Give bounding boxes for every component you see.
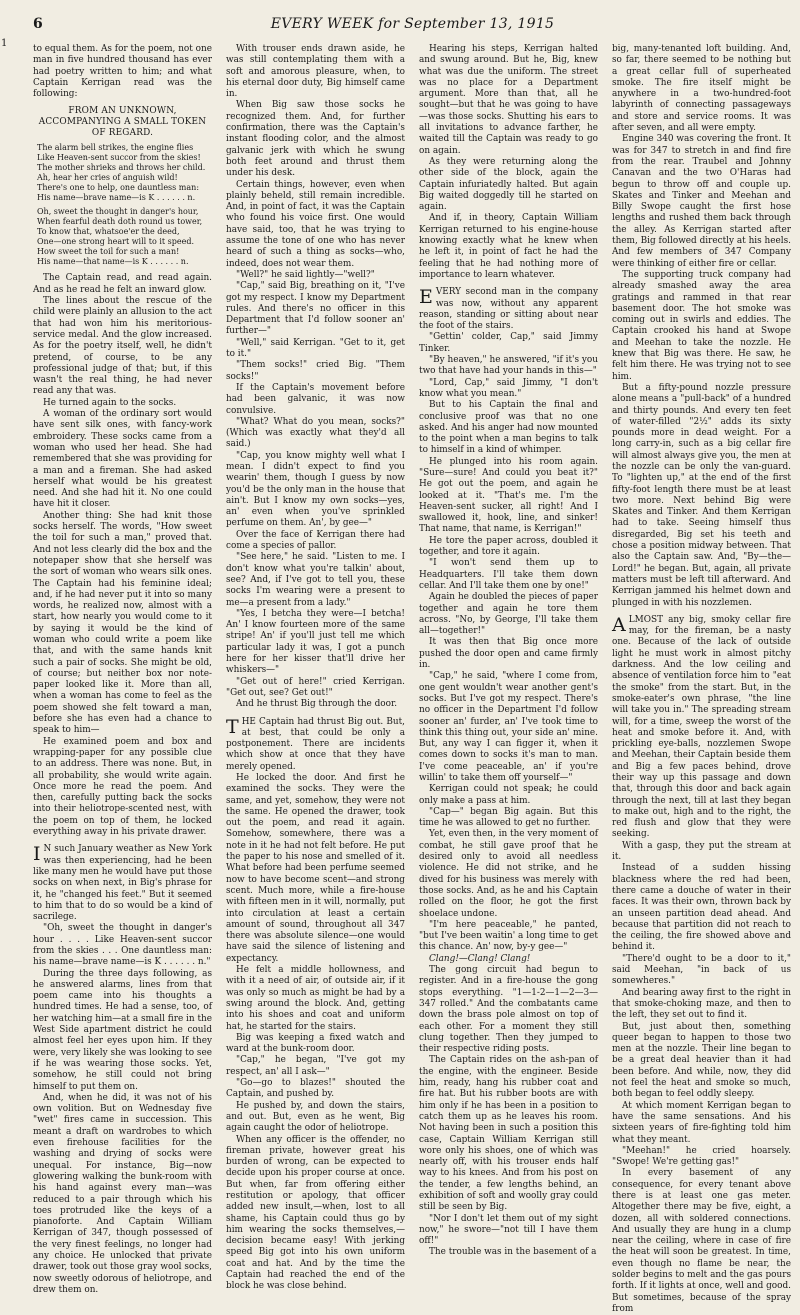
running-head: EVERY WEEK for September 13, 1915 [270,16,555,32]
paragraph: He pushed by, and down the stairs, and out. But, even as he went, Big again caught the odor of heliotrope. [226,1100,405,1134]
paragraph: "Yes, I betcha they were—I betcha! An' I know fourteen more of the same stripe! An' if you'll just tell me which particular lady it was, I got a punch here for her kisser that'll drive her whiskers—" [226,608,405,676]
paragraph: The lines about the rescue of the child were plainly an allusion to the act that had won him his meritorious-service medal. And the glow increased. As for the poetry itself, well, he didn't pretend, of course, to be any professional judge of that; but, if this wasn't the real thing, he had never read any that was. [33,296,212,397]
article-columns [33,44,791,1314]
column-3 [419,44,598,1315]
paragraph: He tore the paper across, doubled it together, and tore it again. [419,535,598,558]
paragraph: "Get out of here!" cried Kerrigan. "Get out, see? Get out!" [226,676,405,698]
paragraph: to equal them. As for the poem, not one man in five hundred thousand has ever had poetry written to him; and what Captain Kerrigan read was the following: [33,44,212,100]
paragraph: Kerrigan could not speak; he could only make a pass at him. [419,784,598,806]
paragraph: With a gasp, they put the stream at it. [612,840,791,863]
paragraph: Clang!—Clang! Clang! [429,953,531,964]
paragraph-text: N such January weather as New York was then experiencing, had he been like many men he would have put those socks on when next, in Big's phrase for it, he "changed his feet." But it seemed to him that to do so would be a kind of sacrilege. [33,844,212,923]
paragraph: Engine 340 was covering the front. It was for 347 to stretch in and find fire from the rear. Traubel and Johnny Canavan and the two O'Haras had begun to throw off and couple up. Skates and Tinker and Meehan and Billy Swope caught the first hose lengths and rushed them back through the alley. As Kerrigan started after them, Big followed directly at his heels. And few members of 347 Company were thinking of either fire or cellar. [612,134,791,269]
paragraph: "Lord, Cap," said Jimmy, "I don't know what you mean." [419,377,598,399]
page-number: 6 [33,16,43,32]
paragraph: In every basement of any consequence, for every tenant above there is at least one gas meter. Altogether there may be five, eight, a dozen, all with soldered connections. And usually they are hung in a clump near the ceiling, where in case of fire the heat will soon be greatest. In time, even though no flame be near, the solder begins to melt and the gas pours forth. If it lights at once, well and good. But sometimes, because of the spray from [612,1168,791,1314]
section-paragraph [419,287,598,332]
paragraph-text: LMOST any big, smoky cellar fire may, for the fireman, be a nasty one. Because of the lack of outside light he must work in almost pitchy darkness. And the low ceiling and absence of ventilation force him to "eat the smoke" from the start. But, in the smoke-eater's own phrase, "the line will take you in." The spreading stream will, for a time, sweep the worst of the heat and smoke before it. And, with prickling eye-balls, nozzlemen Swope and Meehan, their Captain beside them and Big a few paces behind, drove their way up this passage and down that, through this door and back again through the next, till at last they began to make out, high and to the right, the red flush and glow that they were seeking. [612,614,791,840]
paragraph: Big was keeping a fixed watch and ward at the bunk-room door. [226,1032,405,1055]
paragraph: "I won't send them up to Headquarters. I'll take them down cellar. And I'll take them one by one!" [419,558,598,591]
paragraph: And, when he did, it was not of his own volition. But on Wednesday five "wet" fires came in succession. This meant a draft on wardrobes to which even firehouse facilities for the washing and drying of socks were unequal. For instance, Big—now glowering walking the bunk-room with his hand against every man—was reduced to a pair through which his toes protruded like the keys of a pianoforte. And Captain William Kerrigan of 347, though possessed of the very finest feelings, no longer had any choice. He unlocked that private drawer, took out those gray wool socks, now sweetly odorous of heliotrope, and drew them on. [33,1092,212,1295]
paragraph: The gong circuit had begun to register. And in a fire-house the gong stops everything. "1—1-2—1—2—3—347 rolled." And the combatants came down the brass pole almost on top of each other. For a moment they still clung together. Then they jumped to their respective riding posts. [419,965,598,1055]
paragraph: Instead of a sudden hissing blackness where the red had been, there came a douche of water in their faces. It was their own, thrown back by an unseen partition dead ahead. And because that partition did not reach to the ceiling, the fire showed above and behind it. [612,863,791,953]
paragraph: A woman of the ordinary sort would have sent silk ones, with fancy-work embroidery. These socks came from a woman who used her head. She had remembered that she was providing for a man and a fireman. She had asked herself what would be his greatest need. And she had hit it. No one could have hit it closer. [33,409,212,510]
paragraph: "Well," said Kerrigan. "Get to it, get to it." [226,337,405,360]
poem-line: There's one to help, one dauntless man: [37,183,200,193]
poem-line: The alarm bell strikes, the engine flies [37,143,194,153]
paragraph: "There'd ought to be a door to it," said Meehan, "in back of us somewheres." [612,953,791,987]
column-4 [612,44,791,1315]
paragraph: "By heaven," he answered, "if it's you two that have had your hands in this—" [419,355,598,377]
paragraph: During the three days following, as he answered alarms, lines from that poem came into his thoughts a hundred times. He had a sense, too, of her watching him—at a small fire in the West Side apartment district he could almost feel her eyes upon him. If they were, very likely she was looking to see if he was wearing those socks. Yet, somehow, he still could not bring himself to put them on. [33,968,212,1092]
paragraph: He examined poem and box and wrapping-paper for any possible clue to an address. There was none. But, in all probability, she would write again. Once more he read the poem. And then, carefully putting back the socks into their heliotrope-scented nest, with the poem on top of them, he locked everything away in his private drawer. [33,736,212,838]
paragraph: Hearing his steps, Kerrigan halted and swung around. But he, Big, knew what was due the uniform. The street was no place for a Department argument. More than that, all he sought—but that he was going to have—was those socks. Shutting his ears to all invitations to advance farther, he waited till the Captain was ready to go on again. [419,44,598,156]
paragraph: Certain things, however, even when plainly beheld, still remain incredible. And, in point of fact, it was the Captain who found his voice first. One would have said, too, that he was trying to assume the tone of one who has never heard of such a thing as socks—who, indeed, does not wear them. [226,179,405,269]
paragraph: And he thrust Big through the door. [236,699,398,710]
poem [37,143,212,267]
paragraph: Yet, even then, in the very moment of combat, he still gave proof that he desired only to avoid all needless violence. He did not strike, and he dived for his business was merely with those socks. And, as he and his Captain rolled on the floor, he got the first shoelace undone. [419,829,598,919]
paragraph-text: HE Captain had thrust Big out. But, at best, that could be only a postponement. There are incidents which show at once that they have merely opened. [226,716,405,772]
poem-line: One—one strong heart will to it speed. [37,237,195,247]
poem-line: Oh, sweet the thought in danger's hour, [37,207,199,217]
paragraph: The supporting truck company had already smashed away the area gratings and rammed in that rear basement door. The hot smoke was coming out in swirls and eddies. The Captain crooked his hand at Swope and Meehan to take the nozzle. He knew that Big was there. He saw, he felt him there. He was trying not to see him. [612,269,791,382]
paragraph: "Them socks!" cried Big. "Them socks!" [226,360,405,382]
drop-cap: A [612,613,626,636]
paragraph: "Well?" he said lightly—"well?" [236,269,375,280]
paragraph: Another thing: She had knit those socks herself. The words, "How sweet the toil for such a man," proved that. And not less clearly did the box and the notepaper show that she herself was the sort of woman who wears silk ones. The Captain had his feminine ideal; and, if he had never put it into so many words, he realized now, almost with a start, how nearly you would come to it by saying it would be the kind of woman who could write a poem like that, and with the same hands knit such a pair of socks. She might be old, of course; but neither box nor note-paper looked like it. More than all, when a woman has come to feel as the poem showed she felt toward a man, before she has even had a chance to speak to him— [33,510,212,736]
paragraph: With trouser ends drawn aside, he was still contemplating them with a soft and amorous pleasure, when, to his eternal door duty, Big himself came in. [226,44,405,100]
poem-title: FROM AN UNKNOWN, ACCOMPANYING A SMALL TOKEN OF REGARD. [38,106,207,139]
poem-line: His name—that name—is K . . . . . . n. [37,257,189,267]
edge-mark: 1 [1,38,8,49]
paragraph: The Captain rides on the ash-pan of the engine, with the engineer. Beside him, ready, hang his rubber coat and fire hat. But his rubber boots are with him only if he has been in a position to catch them up as he leaves his room. Not having been in such a position this case, Captain William Kerrigan still wore only his shoes, one of which was nearly off, with his trouser ends half way to his knees. And from his post on the tender, a few lengths behind, an exhibition of soft and woolly gray could still be seen by Big. [419,1055,598,1213]
column-2 [226,44,405,1315]
paragraph: "Cap," he said, "where I come from, one gent wouldn't wear another gent's socks. But I've got my respect. There's no officer in the Department I'd follow sooner an' furder, an' I've took time to think this thing out, your side an' mine. But, any way I can figger it, when it comes down to socks it's man to man. I've come peaceable, an' if you're willin' to take them off yourself—" [419,671,598,783]
poem-line: Like Heaven-sent succor from the skies! [37,153,201,163]
poem-line: Ah, hear her cries of anguish wild! [37,173,178,183]
section-paragraph [33,844,212,923]
paragraph: He locked the door. And first he examined the socks. They were the same, and yet, somehow, they were not the same. He opened the drawer, took out the poem, and read it again. Somehow, somewhere, there was a note in it he had not felt before. He put the paper to his nose and smelled of it. What before had been perfume seemed now to have become scent—and strong scent. Much more, while a fire-house with fifteen men in it will, normally, put into circulation at least a certain amount of sound, throughout all 347 there was absolute silence—one would have said the silence of listening and expectancy. [226,773,405,964]
poem-line: To know that, whatsoe'er the deed, [37,227,180,237]
paragraph-text: VERY second man in the company was now, without any apparent reason, standing or sitting about near the foot of the stairs. [419,287,598,332]
column-1 [33,44,212,1315]
paragraph: And if, in theory, Captain William Kerrigan returned to his engine-house knowing exactly what he knew when he left it, in point of fact he had the feeling that he had nothing more of importance to learn whatever. [419,213,598,280]
drop-cap: I [33,843,41,866]
drop-cap: T [226,715,239,738]
section-paragraph [226,717,405,773]
paragraph: He plunged into his room again. "Sure—sure! And could you beat it?" He got out the poem, and again he looked at it. "That's me. I'm the Heaven-sent sucker, all right! And I swallowed it, hook, line, and sinker! That name, that name, is Kerrigan!" [419,456,598,535]
paragraph: "Gettin' colder, Cap," said Jimmy Tinker. [419,332,598,354]
paragraph: "I'm here peaceable," he panted, "but I've been waitin' a long time to get this chance. An' now, by-y gee—" [419,919,598,953]
paragraph: Over the face of Kerrigan there had come a species of pallor. [226,529,405,552]
paragraph: When Big saw those socks he recognized them. And, for further confirmation, there was the Captain's instant flooding color, and the almost galvanic jerk with which he swung both feet around and thrust them under his desk. [226,100,405,179]
paragraph: The Captain read, and read again. And as he read he felt an inward glow. [33,273,212,295]
paragraph: "Oh, sweet the thought in danger's hour . . . . Like Heaven-sent succor from the skies . . . One dauntless man: his name—brave name—is K . . . . . . n." [33,923,212,968]
paragraph: If the Captain's movement before had been galvanic, it was now convulsive. [226,382,405,416]
poem-line: When fearful death doth round us tower, [37,217,203,227]
paragraph: And bearing away first to the right in that smoke-choking maze, and then to the left, they set out to find it. [612,987,791,1021]
paragraph: "Meehan!" he cried hoarsely. "Swope! We're getting gas!" [612,1145,791,1168]
drop-cap: E [419,286,433,309]
paragraph: big, many-tenanted loft building. And, so far, there seemed to be nothing but a great cellar full of superheated smoke. The fire itself might be anywhere in a two-hundred-foot labyrinth of connecting passageways and store and service rooms. It was after seven, and all were empty. [612,44,791,134]
paragraph: "Cap," said Big, breathing on it, "I've got my respect. I know my Department rules. And there's no officer in this Department that I'd follow sooner an' further—" [226,281,405,337]
paragraph: The trouble was in the basement of a [429,1247,597,1258]
paragraph: It was then that Big once more pushed the door open and came firmly in. [419,637,598,671]
paragraph: At which moment Kerrigan began to have the same sensations. And his sixteen years of fire-fighting told him what they meant. [612,1100,791,1145]
paragraph: "See here," he said. "Listen to me. I don't know what you're talkin' about, see? And, if I've got to tell you, these socks I'm wearing were a present to me—a present from a lady." [226,552,405,608]
paragraph: But to his Captain the final and conclusive proof was that no one asked. And his anger had now mounted to the point when a man begins to talk to himself in a kind of whimper. [419,400,598,456]
paragraph: When any officer is the offender, no fireman private, however great his burden of wrong, can be expected to decide upon his proper course at once. But when, far from offering either restitution or apology, that officer added new insult,—when, lost to all shame, his Captain could thus go by him wearing the socks themselves,—decision became easy! With jerking speed Big got into his own uniform coat and hat. And by the time the Captain had reached the end of the block he was close behind. [226,1134,405,1292]
page-header [33,16,792,38]
paragraph: He turned again to the socks. [43,397,177,408]
paragraph: But, just about then, something queer began to happen to those two men at the nozzle. Their line began to be a great deal heavier than it had been before. And while, now, they did not feel the heat and smoke so much, both began to feel oddly sleepy. [612,1021,791,1100]
paragraph: "Go—go to blazes!" shouted the Captain, and pushed by. [226,1078,405,1100]
paragraph: Again he doubled the pieces of paper together and again he tore them across. "No, by George, I'll take them all—together!" [419,592,598,637]
paragraph: As they were returning along the other side of the block, again the Captain infuriatedly halted. But again Big waited doggedly till he started on again. [419,156,598,213]
paragraph: He felt a middle hollowness, and with it a need of air, of outside air, if it was only so much as might be had by a swing around the block. And, getting into his shoes and coat and uniform hat, he started for the stairs. [226,965,405,1032]
poem-line: The mother shrieks and throws her child. [37,163,206,173]
paragraph: "What? What do you mean, socks?" (Which was exactly what they'd all said.) [226,416,405,450]
paragraph: "Cap, you know mighty well what I mean. I didn't expect to find you wearin' them, though I guess by now you'd be the only man in the house that ain't. But I know my own socks—yes, an' even when you've sprinkled perfume on them. An', by gee—" [226,450,405,529]
paragraph: "Nor I don't let them out of my sight now," he swore—"not till I have them off!" [419,1213,598,1247]
paragraph: "Cap—" began Big again. But this time he was allowed to get no further. [419,806,598,829]
poem-line: How sweet the toil for such a man! [37,247,180,257]
section-paragraph [612,615,791,841]
paragraph: "Cap," he began, "I've got my respect, an' all I ask—" [226,1055,405,1077]
poem-line: His name—brave name—is K . . . . . . n. [37,193,196,203]
paragraph: But a fifty-pound nozzle pressure alone means a "pull-back" of a hundred and thirty pounds. And every ten feet of water-filled "2½" adds its sixty pounds more in dead weight. For a long carry-in, such as a big cellar fire will almost always give you, the men at the nozzle can be only the van-guard. To "lighten up," at the end of the first fifty-foot length there must be at least two more. Next behind Big were Skates and Tinker. And them Kerrigan had to take. Seeing himself thus disregarded, Big set his teeth and chose a position midway between. That also the Captain saw. And, "By—the—Lord!" he began. But, again, all private matters must be left till afterward. And Kerrigan jammed his helmet down and plunged in with his nozzlemen. [612,382,791,608]
